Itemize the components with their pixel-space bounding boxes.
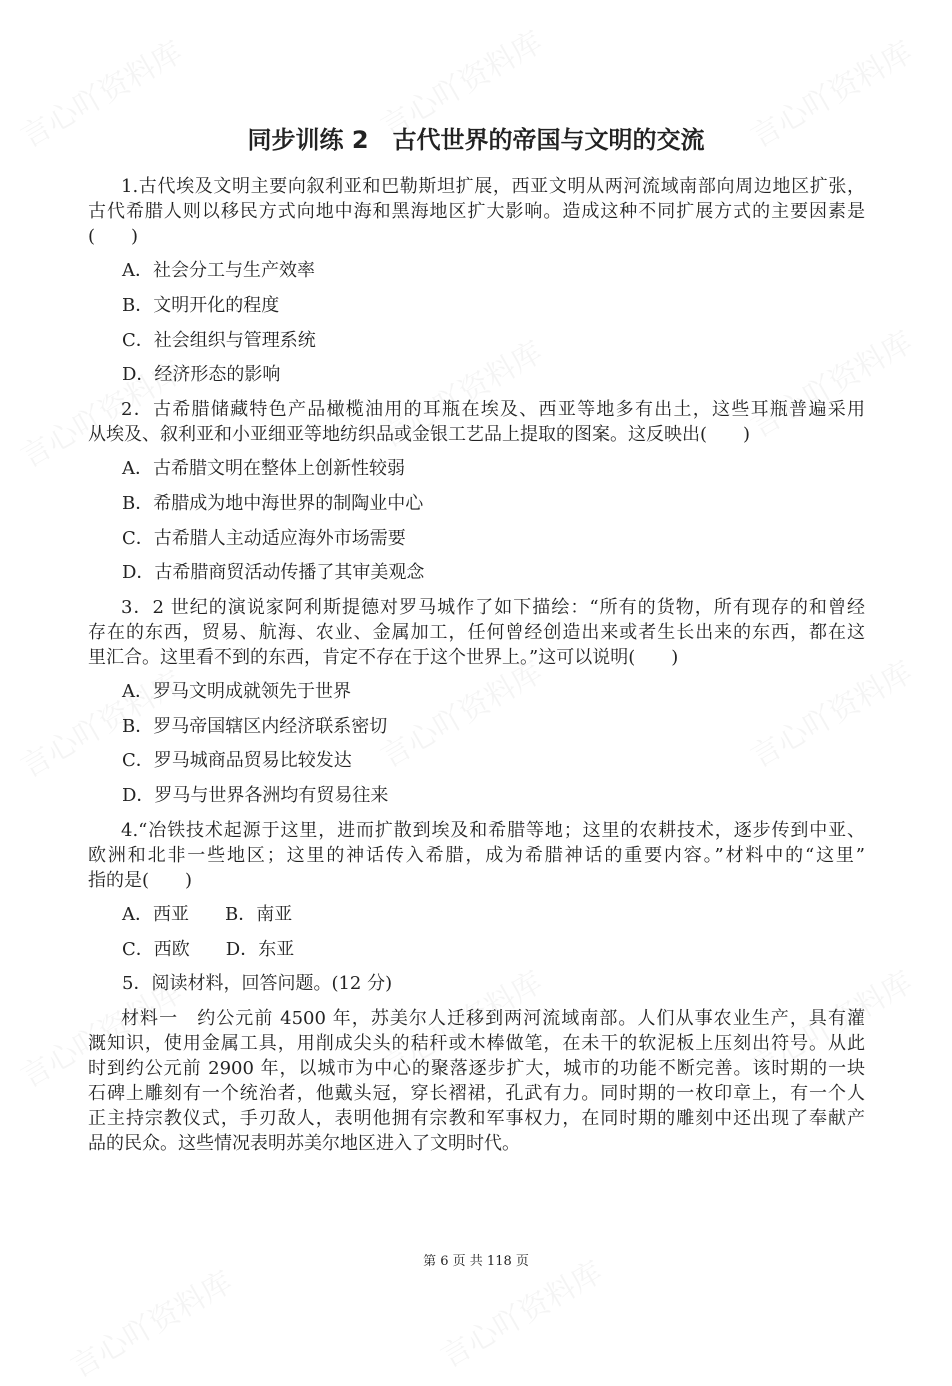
question-heading: 5．阅读材料，回答问题。(12 分) bbox=[122, 973, 393, 994]
option-a: A．古希腊文明在整体上创新性较弱 bbox=[122, 458, 405, 479]
option-c: C．古希腊人主动适应海外市场需要 bbox=[122, 528, 406, 549]
question-text: 指的是( ) bbox=[88, 870, 193, 891]
option-b: B．文明开化的程度 bbox=[122, 295, 280, 316]
option-b: B．罗马帝国辖区内经济联系密切 bbox=[122, 716, 388, 737]
question-text: 欧洲和北非一些地区；这里的神话传入希腊，成为希腊神话的重要内容。”材料中的“这里” bbox=[88, 845, 865, 866]
question-text: 里汇合。这里看不到的东西，肯定不存在于这个世界上。”这可以说明( ) bbox=[88, 647, 679, 668]
watermark bbox=[741, 648, 919, 776]
option-d: D．古希腊商贸活动传播了其审美观念 bbox=[122, 562, 425, 583]
question-text: 3．2 世纪的演说家阿利斯提德对罗马城作了如下描绘：“所有的货物，所有现存的和曾经 bbox=[121, 597, 865, 618]
material-text: 正主持宗教仪式，手刃敌人，表明他拥有宗教和军事权力，在同时期的雕刻中还出现了奉献产 bbox=[88, 1108, 865, 1129]
option-a: A．社会分工与生产效率 bbox=[122, 260, 315, 281]
material-text: 品的民众。这些情况表明苏美尔地区进入了文明时代。 bbox=[88, 1133, 520, 1154]
option-d: D．经济形态的影响 bbox=[122, 364, 281, 385]
material-text: 时到约公元前 2900 年，以城市为中心的聚落逐步扩大，城市的功能不断完善。该时期的一块 bbox=[88, 1058, 865, 1079]
answer-blank: ( ) bbox=[88, 226, 139, 247]
question-text: 1.古代埃及文明主要向叙利亚和巴勒斯坦扩展，西亚文明从两河流域南部向周边地区扩张， bbox=[121, 176, 865, 197]
watermark bbox=[61, 1258, 239, 1386]
option-b: B．希腊成为地中海世界的制陶业中心 bbox=[122, 493, 424, 514]
options-ab: A．西亚 B．南亚 bbox=[122, 904, 293, 925]
material-text: 材料一 约公元前 4500 年，苏美尔人迁移到两河流域南部。人们从事农业生产，具有灌 bbox=[121, 1008, 865, 1029]
option-c: C．罗马城商品贸易比较发达 bbox=[122, 750, 352, 771]
question-text: 古代希腊人则以移民方式向地中海和黑海地区扩大影响。造成这种不同扩展方式的主要因素是 bbox=[88, 201, 865, 222]
page-title: 同步训练 2 古代世界的帝国与文明的交流 bbox=[247, 126, 705, 154]
option-d: D．罗马与世界各洲均有贸易往来 bbox=[122, 785, 389, 806]
option-c: C．社会组织与管理系统 bbox=[122, 330, 316, 351]
question-text: 2．古希腊储藏特色产品橄榄油用的耳瓶在埃及、西亚等地多有出土，这些耳瓶普遍采用 bbox=[121, 399, 865, 420]
option-a: A．罗马文明成就领先于世界 bbox=[122, 681, 351, 702]
question-text: 4.“冶铁技术起源于这里，进而扩散到埃及和希腊等地；这里的农耕技术，逐步传到中亚、 bbox=[121, 820, 865, 841]
question-text: 存在的东西，贸易、航海、农业、金属加工，任何曾经创造出来或者生长出来的东西，都在这 bbox=[88, 622, 865, 643]
options-cd: C．西欧 D．东亚 bbox=[122, 939, 295, 960]
page-number: 第 6 页 共 118 页 bbox=[423, 1254, 529, 1269]
watermark bbox=[741, 318, 919, 446]
question-text: 从埃及、叙利亚和小亚细亚等地纺织品或金银工艺品上提取的图案。这反映出( ) bbox=[88, 424, 751, 445]
material-text: 石碑上雕刻有一个统治者，他戴头冠，穿长褶裙，孔武有力。同时期的一枚印章上，有一个人 bbox=[88, 1083, 865, 1104]
material-text: 溉知识，使用金属工具，用削成尖头的秸秆或木棒做笔，在未干的软泥板上压刻出符号。从此 bbox=[88, 1033, 865, 1054]
